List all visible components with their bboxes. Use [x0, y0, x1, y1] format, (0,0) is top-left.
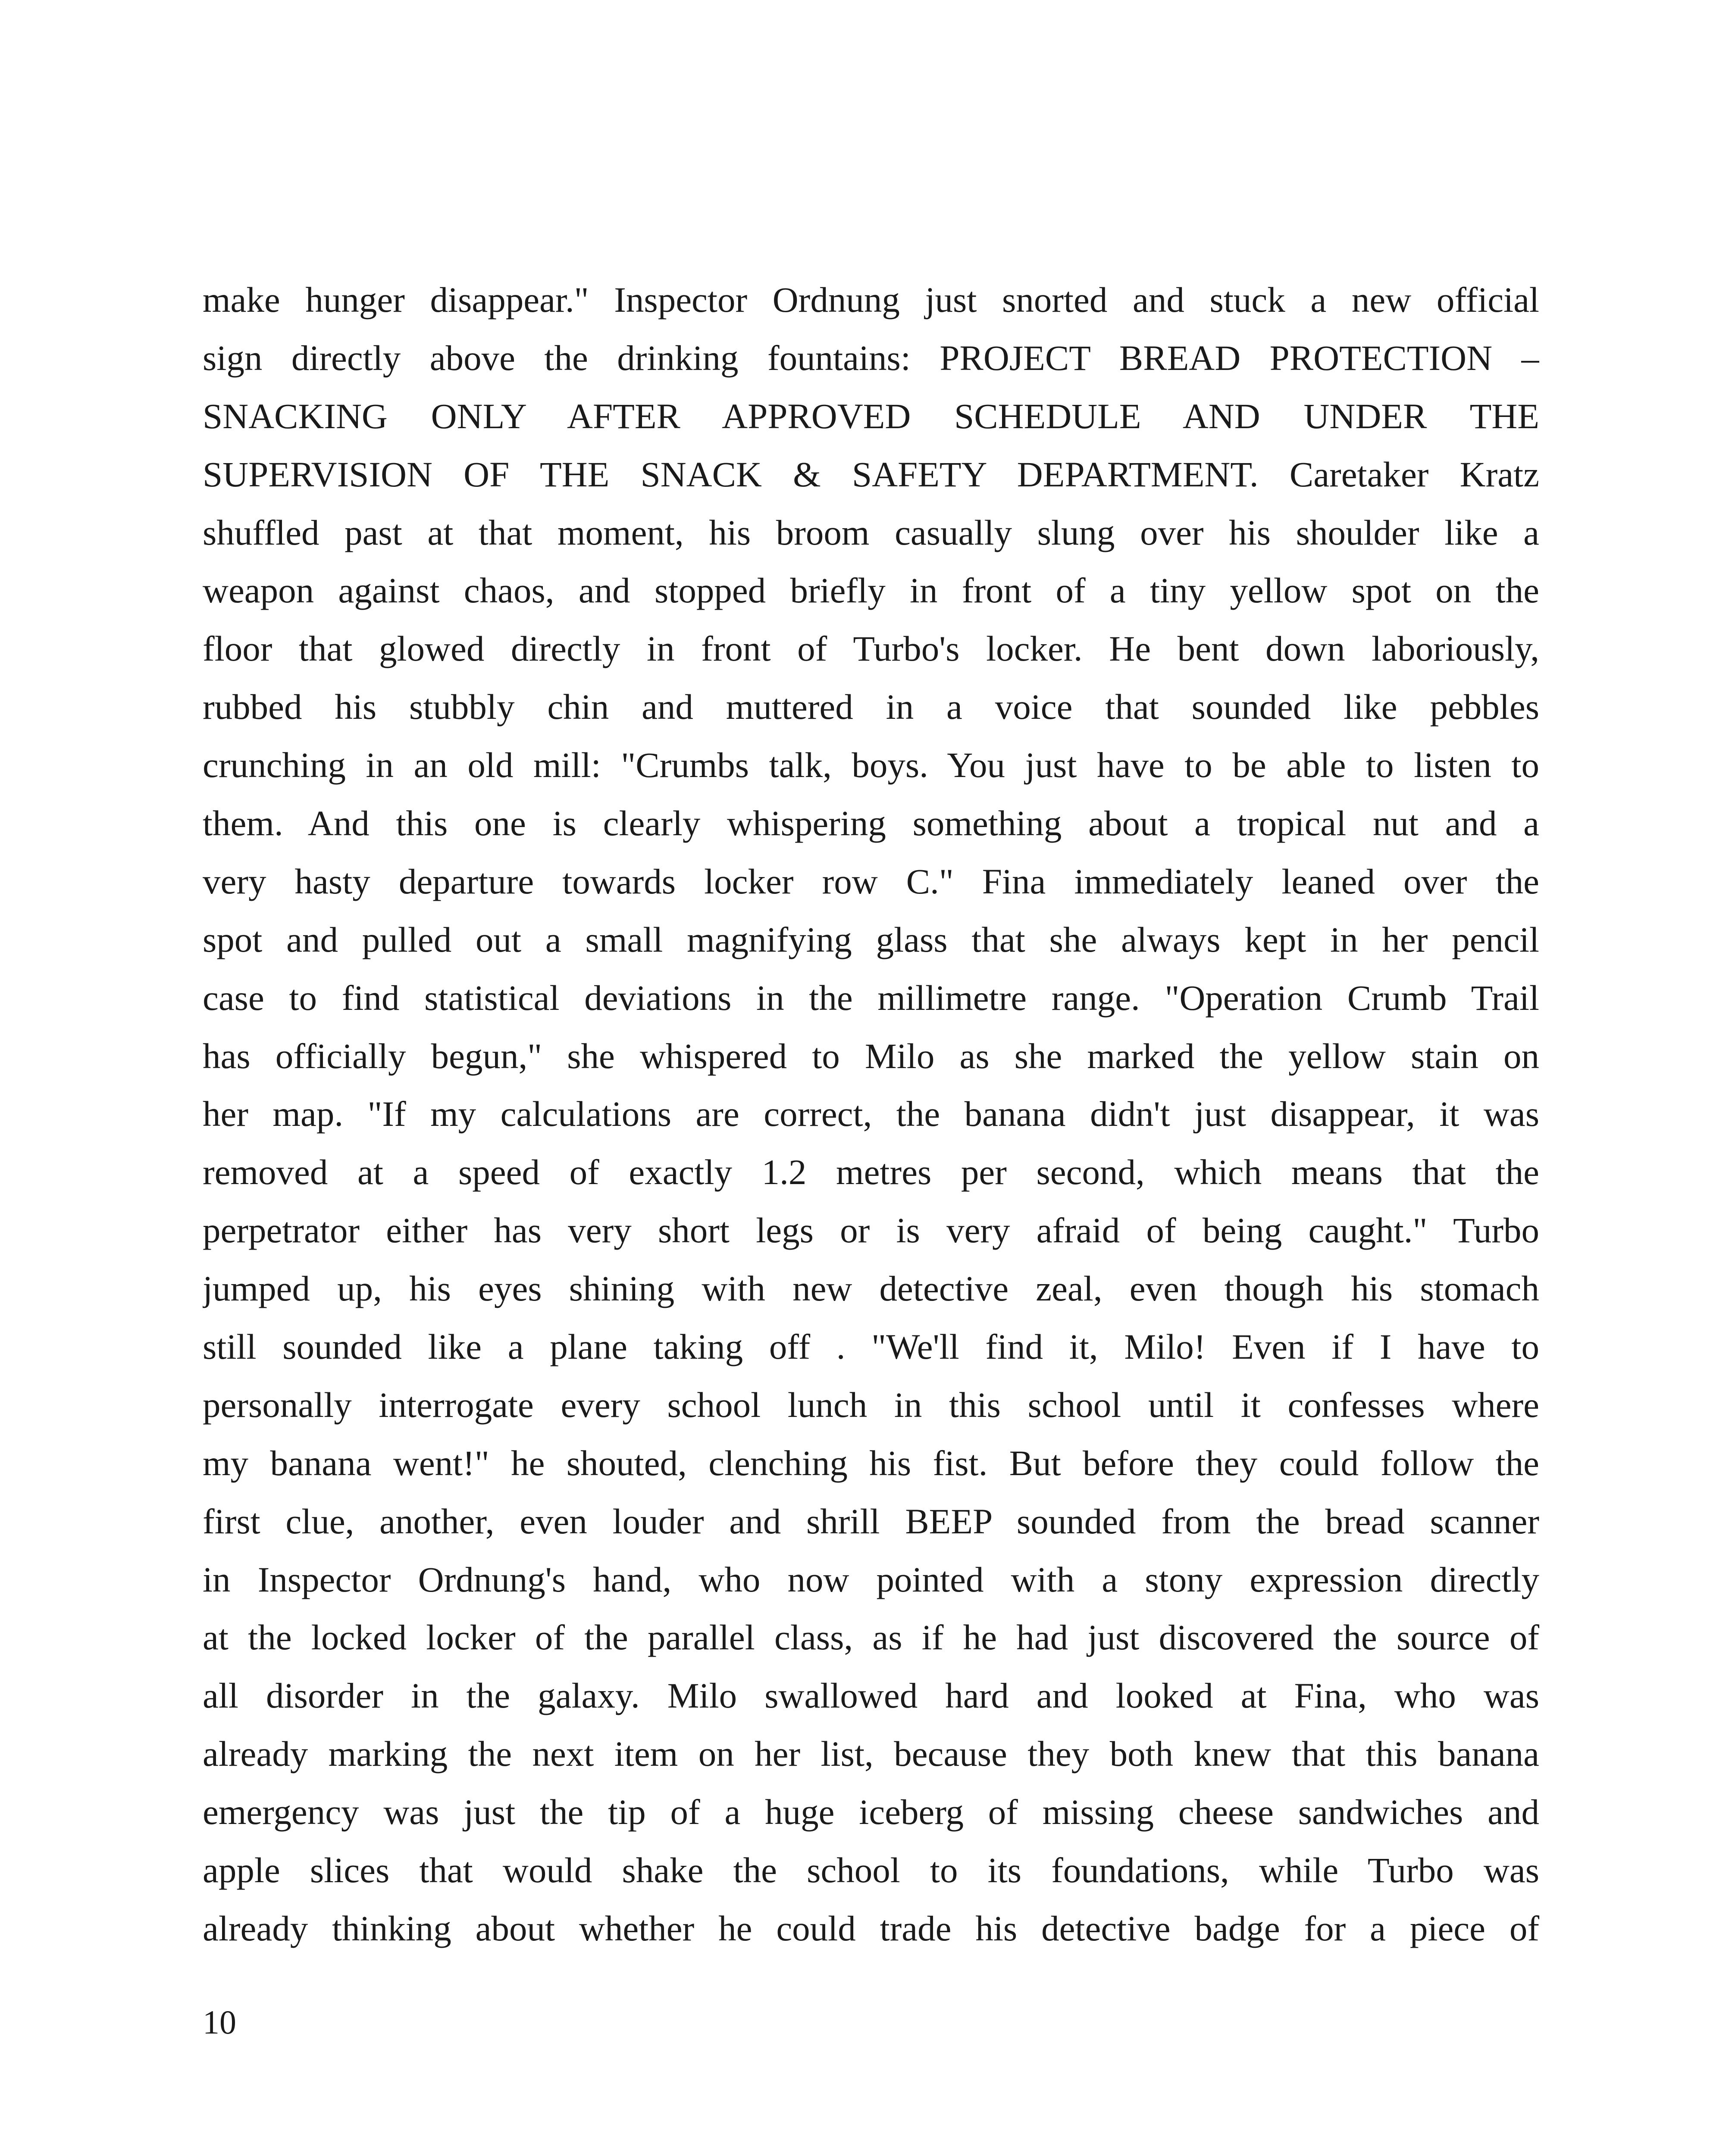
- text-line: removed at a speed of exactly 1.2 metres per second, which means that the: [203, 1152, 1539, 1192]
- text-line: jumped up, his eyes shining with new detective zeal, even though his stomach: [203, 1269, 1539, 1309]
- text-line: emergency was just the tip of a huge iceberg of missing cheese sandwiches and: [203, 1792, 1539, 1832]
- text-line: still sounded like a plane taking off . "We'll find it, Milo! Even if I have to: [203, 1327, 1539, 1367]
- text-line: shuffled past at that moment, his broom casually slung over his shoulder like a: [203, 512, 1539, 552]
- text-line: SNACKING ONLY AFTER APPROVED SCHEDULE AND UNDER THE: [203, 396, 1539, 436]
- text-line: already thinking about whether he could trade his detective badge for a piece of: [203, 1908, 1539, 1948]
- text-line: SUPERVISION OF THE SNACK & SAFETY DEPARTMENT. Caretaker Kratz: [203, 454, 1539, 494]
- text-line: already marking the next item on her list, because they both knew that this banana: [203, 1734, 1539, 1774]
- body-text: [203, 271, 1539, 1958]
- text-line: her map. "If my calculations are correct, the banana didn't just disappear, it was: [203, 1094, 1539, 1134]
- text-line: spot and pulled out a small magnifying glass that she always kept in her pencil: [203, 919, 1539, 959]
- text-line: make hunger disappear." Inspector Ordnung just snorted and stuck a new official: [203, 280, 1539, 320]
- text-line: floor that glowed directly in front of Turbo's locker. He bent down laboriously,: [203, 629, 1539, 669]
- text-line: in Inspector Ordnung's hand, who now pointed with a stony expression directly: [203, 1559, 1539, 1599]
- text-line: first clue, another, even louder and shrill BEEP sounded from the bread scanner: [203, 1501, 1539, 1541]
- text-line: personally interrogate every school lunch in this school until it confesses where: [203, 1385, 1539, 1425]
- text-line: them. And this one is clearly whispering something about a tropical nut and a: [203, 803, 1539, 843]
- text-line: has officially begun," she whispered to Milo as she marked the yellow stain on: [203, 1036, 1539, 1076]
- text-line: rubbed his stubbly chin and muttered in a voice that sounded like pebbles: [203, 687, 1539, 727]
- page-number: 10: [203, 2003, 236, 2041]
- text-line: my banana went!" he shouted, clenching his fist. But before they could follow the: [203, 1443, 1539, 1483]
- text-line: weapon against chaos, and stopped briefly in front of a tiny yellow spot on the: [203, 570, 1539, 611]
- text-line: at the locked locker of the parallel class, as if he had just discovered the source of: [203, 1617, 1539, 1658]
- text-line: crunching in an old mill: "Crumbs talk, boys. You just have to be able to listen to: [203, 745, 1539, 785]
- text-line: all disorder in the galaxy. Milo swallowed hard and looked at Fina, who was: [203, 1676, 1539, 1716]
- text-line: apple slices that would shake the school to its foundations, while Turbo was: [203, 1850, 1539, 1890]
- text-line: sign directly above the drinking fountains: PROJECT BREAD PROTECTION –: [203, 338, 1539, 378]
- text-line: case to find statistical deviations in the millimetre range. "Operation Crumb Trail: [203, 978, 1539, 1018]
- text-line: very hasty departure towards locker row C." Fina immediately leaned over the: [203, 861, 1539, 901]
- text-line: perpetrator either has very short legs or is very afraid of being caught." Turbo: [203, 1210, 1539, 1250]
